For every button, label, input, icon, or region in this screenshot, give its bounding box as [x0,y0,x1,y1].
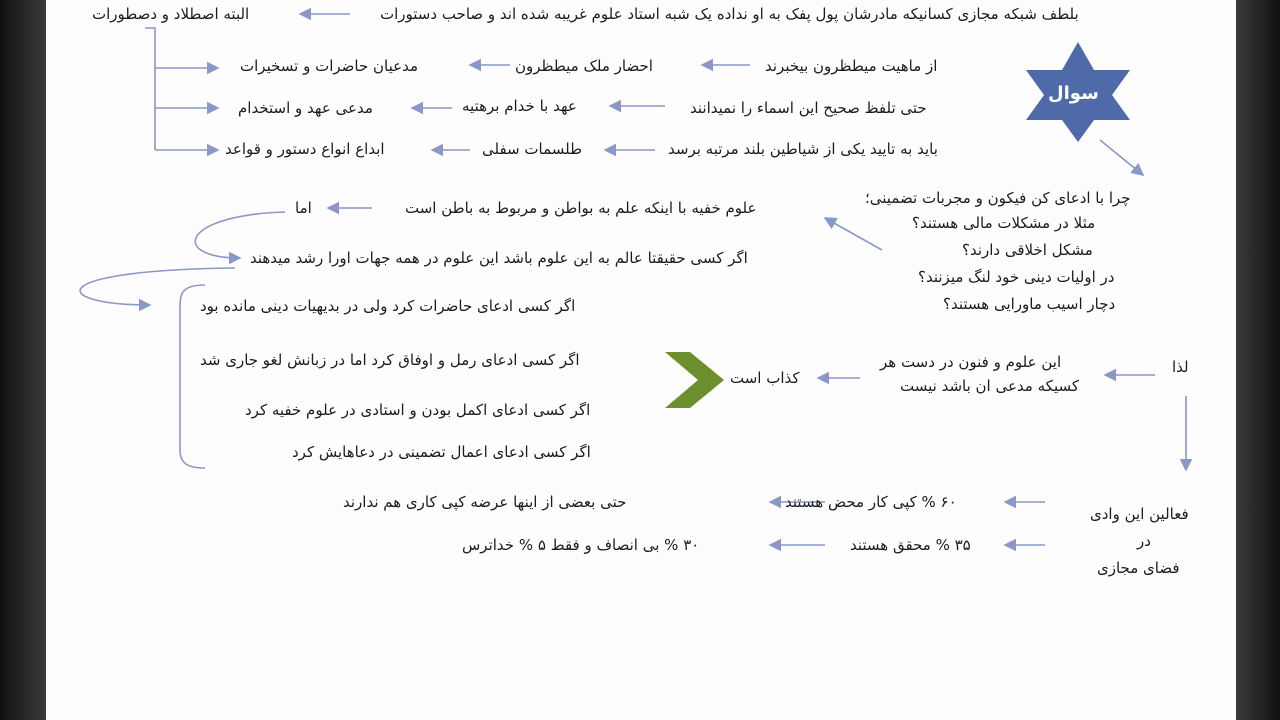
row1-cause: از ماهیت میطظرون بیخبرند [765,57,938,75]
active-line-3: فضای مجازی [1097,559,1180,577]
star-label: سوال [1048,83,1099,104]
arrow-star-question [1100,140,1143,175]
row2-claim: مدعی عهد و استخدام [238,99,373,117]
stat-2-note: ۳۰ % بی انصاف و فقط ۵ % خداترس [462,536,700,554]
arrow-question-hidden [825,218,882,250]
bracket-top-branches [145,28,155,150]
question-line-5: دچار اسیب ماورایی هستند؟ [943,295,1116,313]
claim-1: اگر کسی ادعای حاضرات کرد ولی در بدیهیات دینی مانده بود [200,297,576,315]
row1-middle: احضار ملک میطظرون [515,57,653,75]
row1-claim: مدعیان حاضرات و تسخیرات [240,57,418,75]
claim-2: اگر کسی ادعای رمل و اوفاق کرد اما در زبانش لغو جاری شد [200,351,580,369]
stat-1-note: حتی بعضی از اینها عرضه کپی کاری هم ندارند [343,493,627,511]
claim-4: اگر کسی ادعای اعمال تضمینی در دعاهایش کرد [292,443,591,461]
active-line-2: در [1137,532,1151,550]
liar-label: کذاب است [730,369,800,387]
claim-3: اگر کسی ادعای اکمل بودن و استادی در علوم خفیه کرد [245,401,591,419]
question-line-1: چرا با ادعای کن فیکون و مجربات تضمینی؛ [865,189,1131,207]
amma-label: اما [295,199,312,217]
row3-middle: طلسمات سفلی [482,140,583,158]
not-in-hand-2: کسیکه مدعی ان باشد نیست [900,377,1079,395]
lezha-label: لذا [1172,358,1189,376]
question-line-2: مثلا در مشکلات مالی هستند؟ [912,214,1096,232]
hidden-sciences: علوم خفیه با اینکه علم به بواطن و مربوط به باطن است [405,199,757,217]
question-line-3: مشکل اخلاقی دارند؟ [962,241,1093,259]
question-line-4: در اولیات دینی خود لنگ میزنند؟ [918,268,1115,286]
row3-cause: باید به تایید یکی از شیاطین بلند مرتبه برسد [668,140,938,158]
stat-2: ۳۵ % محقق هستند [850,536,971,554]
row2-middle: عهد با خدام برهتیه [462,97,577,115]
stat-1: ۶۰ % کپی کار محض هستند [785,493,957,511]
top-line: بلطف شبکه مجازی کسانیکه مادرشان پول پفک به او نداده یک شبه استاد علوم غریبه شده اند و صاحب دستورات [380,5,1079,23]
true-knower: اگر کسی حقیقتا عالم به این علوم باشد این علوم در همه جهات اورا رشد میدهند [250,249,748,267]
row2-cause: حتی تلفظ صحیح این اسماء را نمیدانند [690,99,927,117]
row3-claim: ابداع انواع دستور و قواعد [225,140,385,158]
top-result: البته اصطلاد و دصطورات [92,5,250,23]
not-in-hand-1: این علوم و فنون در دست هر [880,353,1062,371]
active-line-1: فعالین این وادی [1090,505,1189,523]
chevron-right-icon [665,352,724,408]
